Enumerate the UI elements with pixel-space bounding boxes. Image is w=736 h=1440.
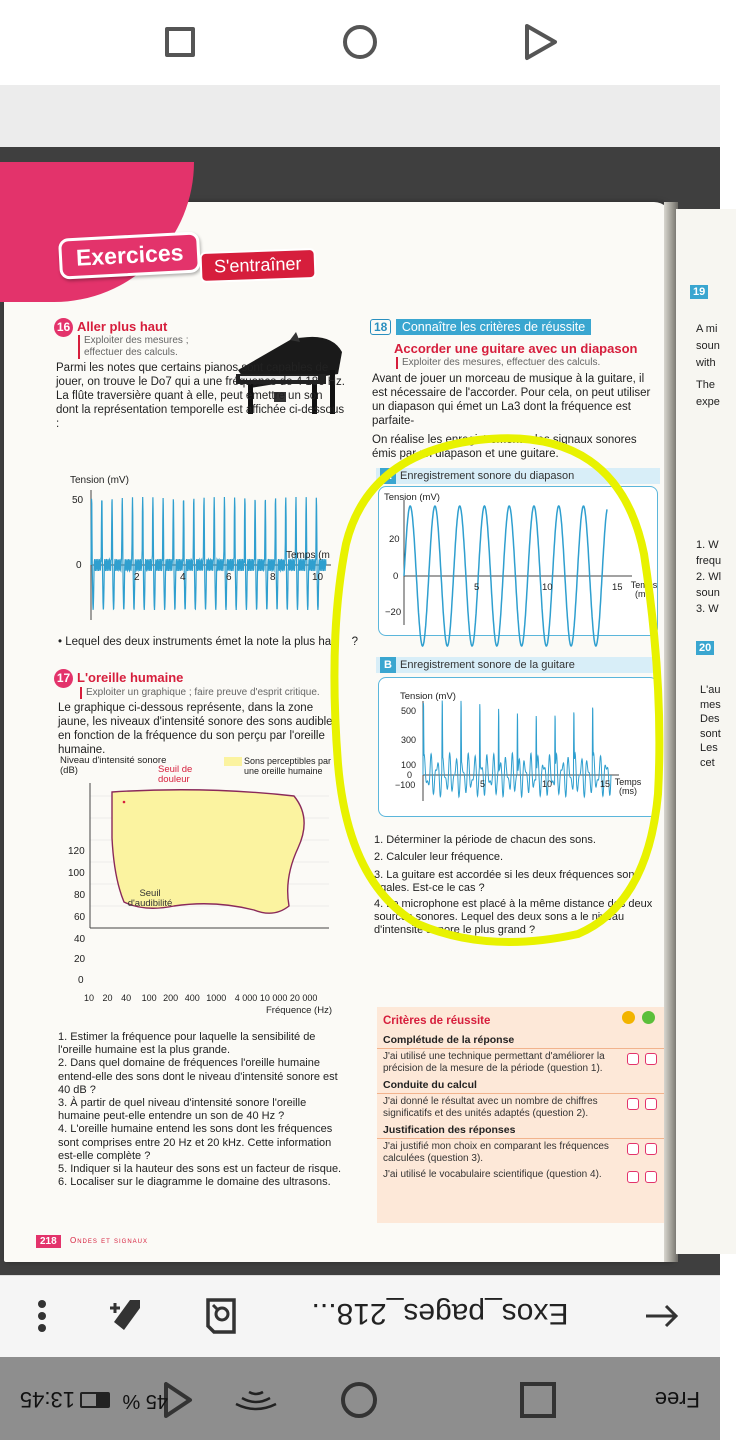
graph-b-ytick-300: 300 — [401, 735, 417, 745]
ex17-title: L'oreille humaine — [77, 670, 184, 685]
checkbox-neutral[interactable] — [627, 1171, 639, 1183]
ex17-ylabel: Niveau d'intensité sonore (dB) — [60, 755, 167, 776]
checkbox-smile[interactable] — [645, 1098, 657, 1110]
graph-a-xtick-5: 5 — [474, 582, 480, 593]
exercices-badge: Exercices — [58, 231, 201, 279]
ex17-xtick: 4 000 — [234, 993, 258, 1003]
page-number: 218 — [36, 1235, 61, 1248]
text-line: A mi — [696, 323, 718, 335]
ex20-lines — [700, 683, 721, 770]
ex17-questions — [58, 1031, 350, 1189]
ex16-question-end: ? — [351, 636, 358, 648]
battery-icon — [80, 1392, 110, 1408]
graph-b-ytick-500: 500 — [401, 706, 417, 716]
ex17-xtick: 20 000 — [289, 993, 318, 1003]
edit-button[interactable] — [104, 1294, 148, 1338]
graph-b-xtick-5: 5 — [480, 779, 486, 789]
criteria-item-4-text: J'ai utilisé le vocabulaire scientifique (question 4). — [383, 1169, 602, 1180]
criteria-item-4 — [377, 1167, 667, 1183]
ex16-ylabel: Tension (mV) — [70, 475, 129, 486]
text-line: with — [696, 357, 716, 369]
triangle-button[interactable] — [518, 20, 562, 64]
ex18-question-1: 1. Déterminer la période de chacun des sons. — [374, 834, 596, 846]
ex16-skills: Exploiter des mesures ; effectuer des calculs. — [78, 335, 218, 359]
sentrainer-badge: S'entraîner — [199, 248, 316, 283]
section-name: Ondes et signaux — [70, 1236, 149, 1245]
ex17-question-4: 4. L'oreille humaine entend les sons dont les fréquences sont comprises entre 20 Hz et 20 kHz. Cette information est-elle complète ? — [58, 1123, 333, 1162]
ex17-question-1: 1. Estimer la fréquence pour laquelle la sensibilité de l'oreille humaine est la plus grande. — [58, 1031, 316, 1057]
text-line: sont — [700, 727, 721, 740]
ex17-legend: Sons perceptibles par une oreille humaine — [244, 756, 332, 776]
ex18-section: Connaître les critères de réussite — [396, 319, 591, 335]
status-bar-rotated — [0, 1357, 720, 1440]
ex17-ytick-80: 80 — [74, 890, 86, 901]
graph-a-title: Enregistrement sonore du diapason — [400, 470, 575, 482]
graph-b-ylabel: Tension (mV) — [400, 691, 456, 702]
checkbox-smile[interactable] — [645, 1171, 657, 1183]
bottom-toolbar — [0, 1275, 720, 1357]
ex16-xtick-2: 2 — [134, 572, 140, 583]
ex16-text: Parmi les notes que certains pianos sont capables de jouer, on trouve le Do7 qui a une fréquence de 4 186 Hz. La flûte traversière quant à elle, peut émettre un son dont la représentation temporelle est affichée ci-dessous : — [56, 362, 345, 430]
ex16-xtick-10: 10 — [312, 572, 324, 583]
wifi-icon — [232, 1390, 280, 1410]
ex17-audibility-chart — [84, 778, 334, 938]
share-button[interactable] — [640, 1294, 684, 1338]
neutral-face-icon — [622, 1011, 635, 1024]
text-line: soun — [696, 340, 720, 352]
graph-a-ylabel: Tension (mV) — [384, 492, 440, 503]
checkbox-smile[interactable] — [645, 1143, 657, 1155]
text-line: 1. W — [696, 539, 719, 551]
criteria-box — [377, 1007, 667, 1223]
smile-face-icon — [642, 1011, 655, 1024]
graph-b-ytick-100: 100 — [401, 760, 417, 770]
ex17-question-6: 6. Localiser sur le diagramme le domaine des ultrasons. — [58, 1176, 331, 1189]
ex17-number: 17 — [54, 669, 73, 688]
graph-a-ytick-20: 20 — [389, 534, 400, 545]
checkbox-neutral[interactable] — [627, 1053, 639, 1065]
criteria-item-1 — [377, 1049, 667, 1077]
graph-b-tag: B — [380, 657, 396, 673]
ex17-question-5: 5. Indiquer si la hauteur des sons est un facteur de risque. — [58, 1163, 342, 1176]
ex17-xtick: 100 — [141, 993, 157, 1003]
right-page — [676, 209, 736, 1254]
ex18-header — [370, 318, 670, 336]
carrier-name: Free — [654, 1387, 700, 1412]
ex17-legend-swatch — [224, 757, 242, 766]
ex19-number: 19 — [690, 285, 708, 299]
ex18-question-3: 3. La guitare est accordée si les deux fréquences sont égales. Est-ce le cas ? — [374, 868, 638, 895]
ex17-xtick: 10 — [84, 993, 95, 1003]
left-page — [4, 202, 672, 1262]
ex17-xlabel: Fréquence (Hz) — [266, 1005, 332, 1016]
ex16-xtick-6: 6 — [226, 572, 232, 583]
checkbox-neutral[interactable] — [627, 1143, 639, 1155]
graph-a-tag: A — [380, 468, 396, 484]
ex18-question-4: 4. Le microphone est placé à la même distance des deux sources sonores. Lequel des deux sons a le niveau d'intensité sonore le plus grand ? — [374, 897, 653, 937]
ex19-questions — [696, 537, 721, 617]
more-button[interactable] — [20, 1294, 64, 1338]
graph-a-xtick-10: 10 — [542, 582, 553, 593]
circle-icon — [343, 25, 377, 59]
ex17-question-2: 2. Dans quel domaine de fréquences l'oreille humaine entend-elle des sons dont le niveau d'intensité sonore est 40 dB ? — [58, 1057, 338, 1096]
recents-button[interactable] — [520, 1382, 556, 1418]
document-photo[interactable] — [0, 147, 720, 1275]
ex17-text: Le graphique ci-dessous représente, dans la zone jaune, les niveaux d'intensité sonore des sons audibles en fonction de la fréquence du son perçu par l'oreille humaine. — [58, 702, 339, 756]
ex16-ytick-0: 0 — [76, 560, 82, 571]
text-line: mes — [700, 698, 721, 711]
graph-b-ytick-m100: −100 — [395, 780, 416, 790]
ex17-xtick: 20 — [102, 993, 113, 1003]
share-icon — [640, 1294, 684, 1338]
ex17-xtick: 10 000 — [259, 993, 288, 1003]
ex16-title: Aller plus haut — [77, 319, 168, 334]
text-line: Les — [700, 742, 718, 754]
criteria-item-2-text: J'ai donné le résultat avec un nombre de chiffres significatifs et des unités adaptés (question 2). — [383, 1096, 598, 1119]
ex17-ytick-100: 100 — [68, 868, 85, 879]
triangle-icon — [518, 20, 562, 64]
ex20-number: 20 — [696, 641, 714, 655]
ex17-seuil-audibilite: Seuil d'audibilité — [127, 888, 173, 909]
text-line: cet — [700, 756, 715, 769]
battery-percent: 45 % — [122, 1390, 168, 1412]
text-line: L'au — [700, 684, 721, 696]
text-line: The — [696, 379, 715, 391]
graph-a-xtick-15: 15 — [612, 582, 623, 593]
ex17-xtick: 40 — [121, 993, 132, 1003]
more-icon — [20, 1294, 64, 1338]
open-button[interactable] — [200, 1294, 244, 1338]
square-icon — [165, 27, 195, 57]
ex16-ytick-50: 50 — [72, 495, 84, 506]
graph-a-ytick-m20: −20 — [385, 607, 402, 618]
document-filename: Exos_pages_218... — [311, 1297, 569, 1330]
graph-b-xtick-10: 10 — [542, 779, 553, 789]
text-line: soun — [696, 587, 720, 599]
ex18-question-2: 2. Calculer leur fréquence. — [374, 851, 504, 864]
criteria-group-1-head: Complétude de la réponse — [377, 1032, 667, 1049]
graph-a-xlabel: Temps (ms) — [630, 580, 658, 599]
ex16-xtick-8: 8 — [270, 572, 276, 583]
ex18-number: 18 — [370, 319, 391, 335]
ex18-text-2: On réalise les enregistrements des signaux sonores émis par un diapason et une guitare. — [372, 434, 637, 460]
graph-a-ytick-0: 0 — [393, 571, 399, 582]
gray-strip — [0, 85, 720, 147]
square-button[interactable] — [158, 20, 202, 64]
ex17-xtick: 200 — [163, 993, 179, 1003]
criteria-header — [377, 1007, 667, 1032]
circle-button[interactable] — [338, 20, 382, 64]
ex18-skills: Exploiter des mesures, effectuer des calculs. — [396, 357, 656, 369]
graph-b-xtick-15: 15 — [600, 779, 611, 789]
ex17-ytick-60: 60 — [74, 912, 86, 923]
ex19-lines — [696, 321, 720, 411]
criteria-title: Critères de réussite — [383, 1015, 491, 1027]
criteria-group-3-head: Justification des réponses — [377, 1122, 667, 1139]
text-line: 2. Wl — [696, 571, 722, 583]
ex16-xtick-4: 4 — [180, 572, 186, 583]
top-navigation-bar — [0, 0, 720, 85]
ex17-skills: Exploiter un graphique ; faire preuve d'esprit critique. — [80, 687, 350, 699]
header-decoration — [0, 162, 194, 302]
ex17-xtick: 1000 — [206, 993, 227, 1003]
edit-icon — [104, 1294, 148, 1338]
clock-time: 13:45 — [19, 1387, 75, 1412]
criteria-item-3-text: J'ai justifié mon choix en comparant les fréquences calculées (question 3). — [383, 1141, 609, 1164]
home-button[interactable] — [341, 1382, 377, 1418]
text-line: 3. W — [696, 603, 719, 615]
ex17-ytick-20: 20 — [74, 954, 86, 965]
ex16-number: 16 — [54, 318, 73, 337]
text-line: expe — [696, 396, 720, 408]
yellow-highlight-circle — [328, 434, 672, 954]
ex17-ytick-0: 0 — [78, 975, 84, 986]
ex17-xtick: 400 — [184, 993, 200, 1003]
ex17-seuil-douleur: Seuil de douleur — [158, 764, 193, 785]
ex18-text: Avant de jouer un morceau de musique à la guitare, il est nécessaire de l'accorder. Pour cela, on peut utiliser un diapason qui émet un La3 dont la fréquence est parfaite- — [372, 373, 651, 427]
criteria-item-3 — [377, 1139, 667, 1167]
criteria-item-1-text: J'ai utilisé une technique permettant d'améliorer la précision de la mesure de la période (question 1). — [383, 1051, 605, 1074]
ex17-ytick-120: 120 — [68, 846, 85, 857]
graph-b-xlabel: Temps (ms) — [614, 777, 642, 796]
graph-b-ytick-0: 0 — [407, 770, 413, 780]
criteria-group-2-head: Conduite du calcul — [377, 1077, 667, 1094]
ex16-question — [58, 635, 358, 649]
ex18-title: Accorder une guitare avec un diapason — [394, 341, 638, 356]
open-icon — [200, 1294, 244, 1338]
criteria-item-2 — [377, 1094, 667, 1122]
text-line: frequ — [696, 555, 722, 567]
checkbox-smile[interactable] — [645, 1053, 657, 1065]
ex17-header — [54, 669, 354, 688]
ex17-ytick-40: 40 — [74, 934, 86, 945]
ex16-xlabel: Temps (m — [286, 550, 330, 561]
text-line: Des — [700, 713, 720, 725]
ex16-question-text: • Lequel des deux instruments émet la note la plus hau — [58, 636, 338, 648]
checkbox-neutral[interactable] — [627, 1098, 639, 1110]
status-bar — [0, 1357, 720, 1440]
ex17-question-3: 3. À partir de quel niveau d'intensité sonore l'oreille humaine peut-elle entendre un son de 40 Hz ? — [58, 1097, 307, 1123]
graph-b-title: Enregistrement sonore de la guitare — [400, 659, 575, 671]
